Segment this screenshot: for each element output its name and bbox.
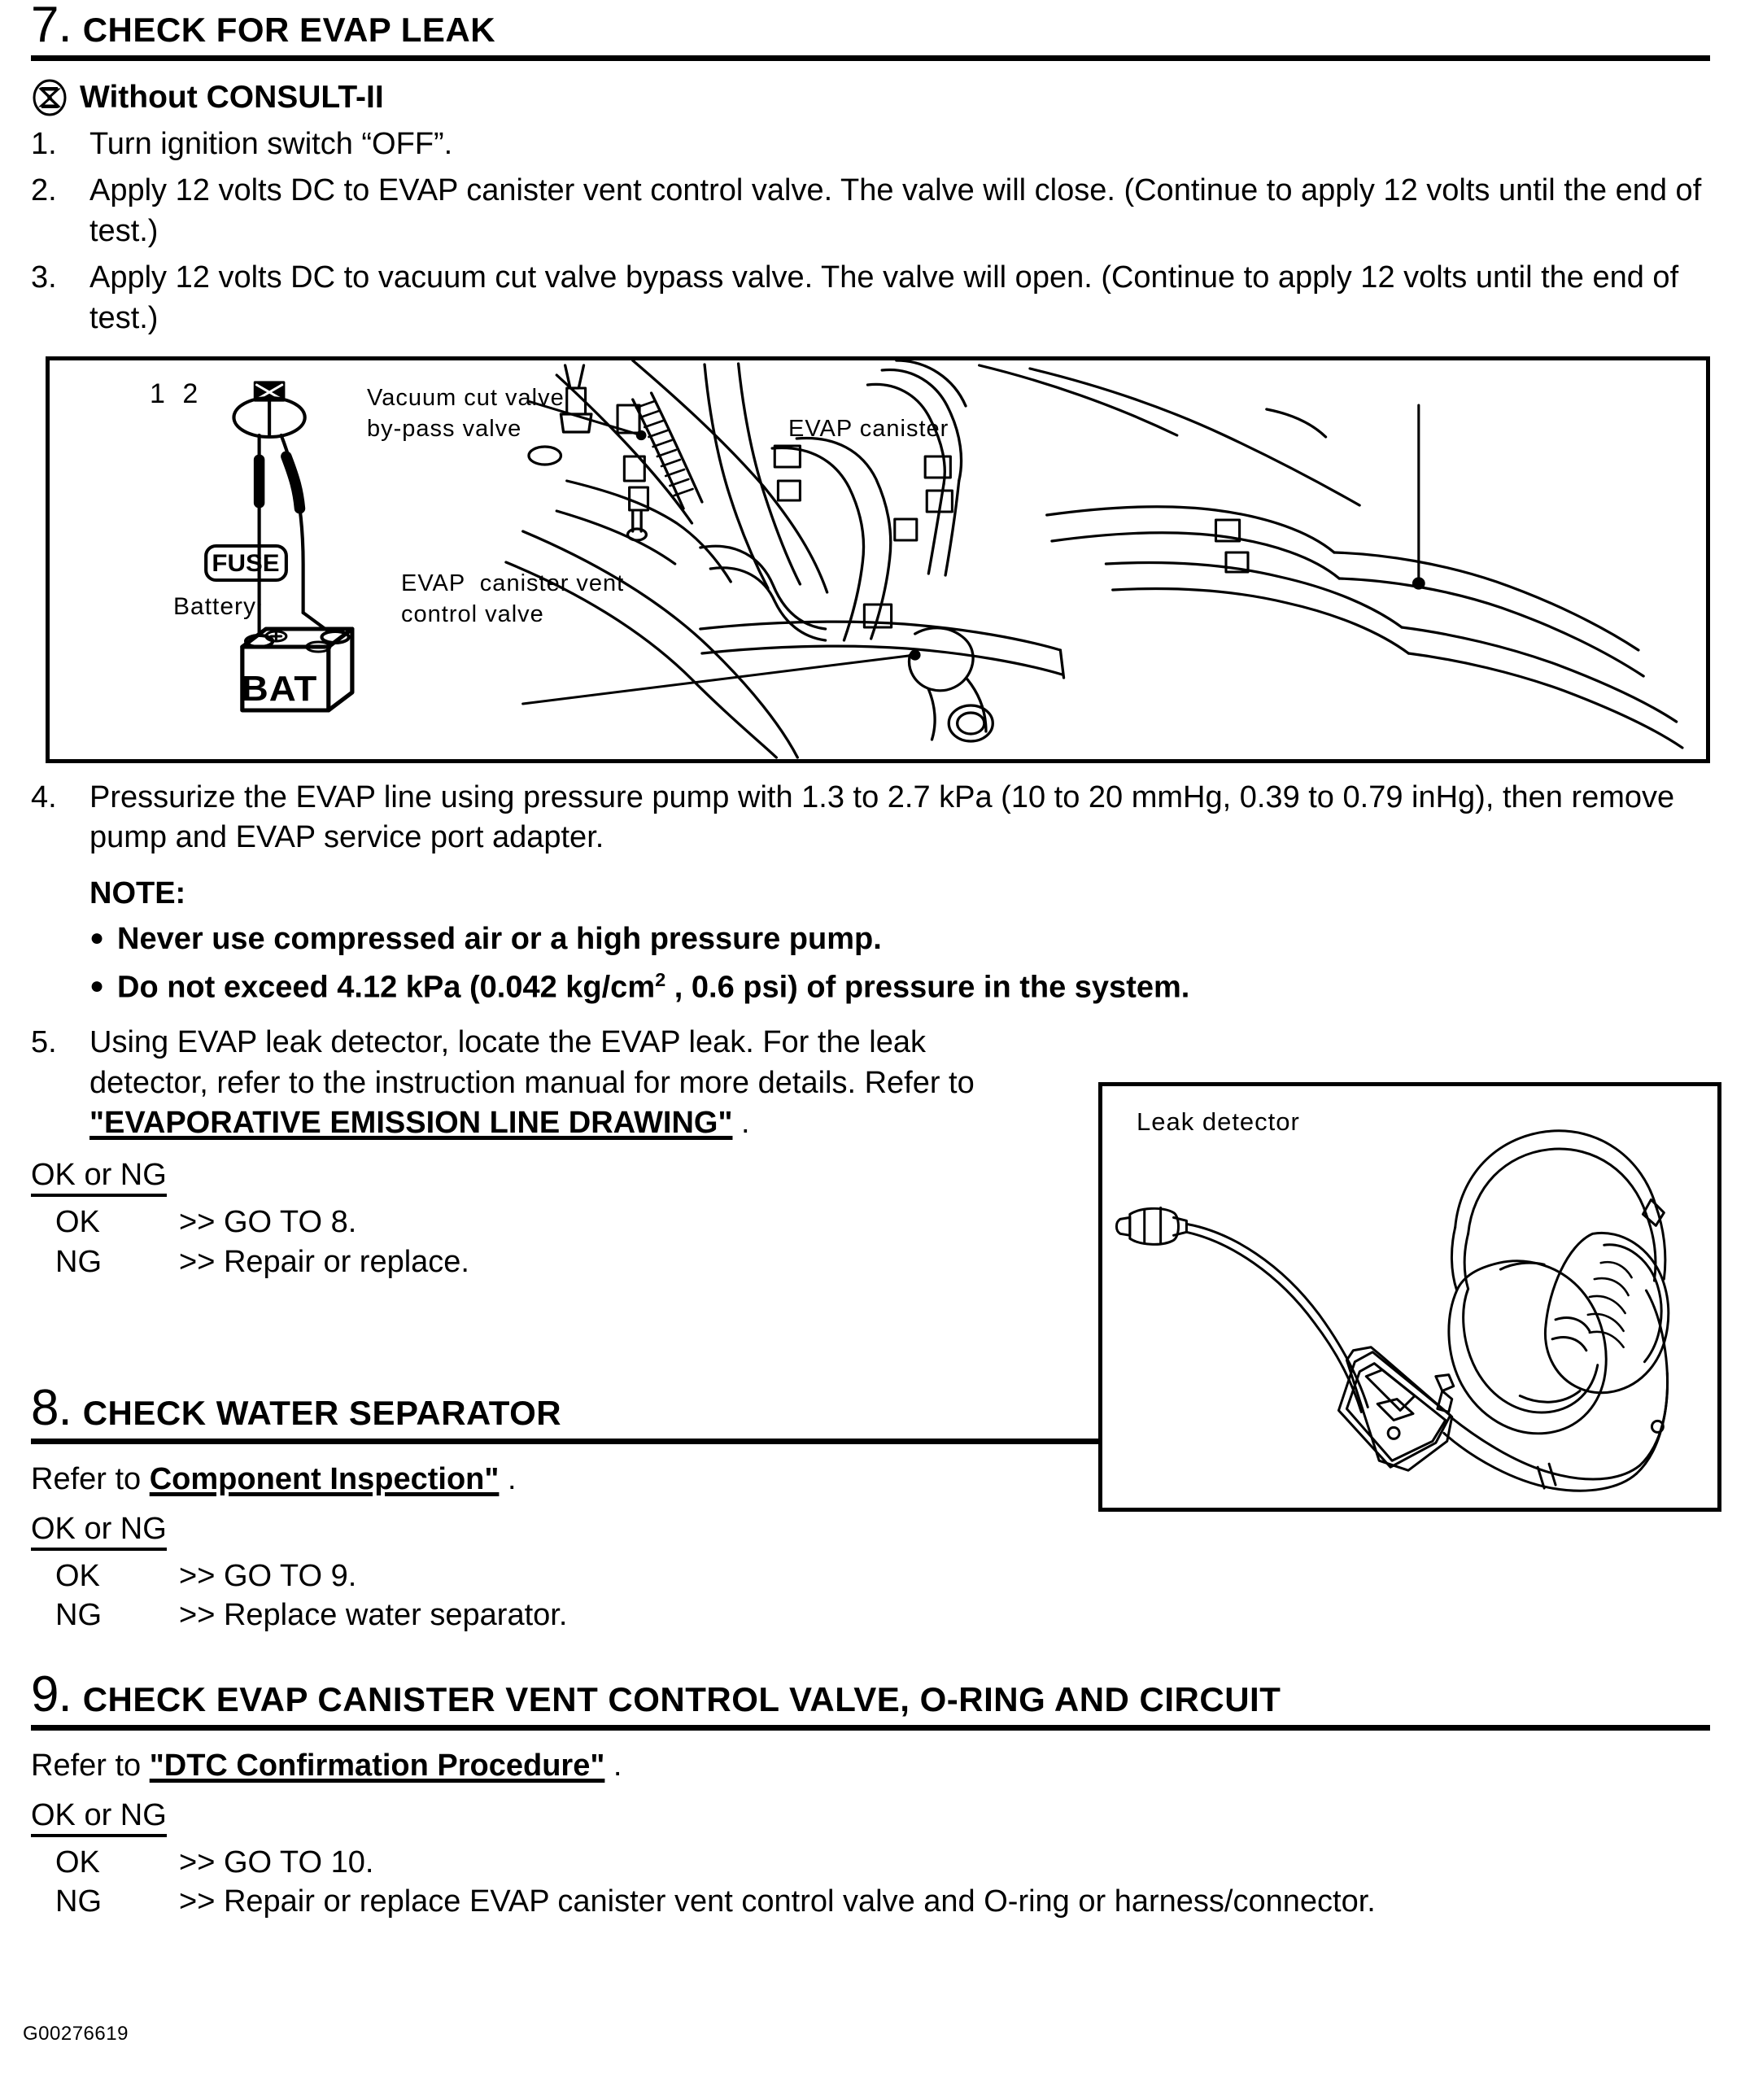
label-battery-caption: Battery	[173, 592, 257, 620]
okng-key: NG	[55, 1244, 102, 1279]
refer-prefix: Refer to	[31, 1461, 150, 1496]
step-number: 5.	[31, 1025, 57, 1060]
step-number: 2.	[31, 173, 57, 208]
okng-key: NG	[55, 1598, 102, 1633]
evap-hookup-figure	[46, 356, 1710, 763]
okng-value: >> GO TO 9.	[179, 1558, 357, 1593]
leak-detector-illustration	[1102, 1086, 1717, 1508]
okng-row	[55, 1596, 1741, 1635]
label-evap-canister: EVAP canister	[788, 415, 949, 442]
step-item	[31, 171, 1741, 251]
okng-row	[55, 1556, 1741, 1596]
section-9-refer-line	[0, 1749, 1741, 1783]
okng-row	[55, 1843, 1741, 1883]
section-9-okng-rows	[0, 1843, 1741, 1922]
okng-value: >> Repair or replace EVAP canister vent control valve and O-ring or harness/connector.	[179, 1884, 1376, 1919]
footer-document-code: G00276619	[23, 2023, 129, 2045]
note-label: NOTE:	[89, 875, 186, 910]
label-vent-control-valve-line2: control valve	[401, 600, 544, 627]
step-text: Turn ignition switch “OFF”.	[89, 127, 453, 161]
svg-text:BAT: BAT	[241, 667, 318, 709]
label-connector-pins: 1 2	[150, 378, 203, 409]
label-vacuum-cut-valve-line2: by-pass valve	[367, 415, 522, 442]
step-item	[31, 258, 1741, 338]
okng-key: NG	[55, 1884, 102, 1919]
okng-key: OK	[55, 1205, 100, 1240]
step-text	[89, 1023, 1066, 1143]
step-number: 3.	[31, 260, 57, 295]
section-7-number: 7.	[31, 0, 72, 53]
refer-suffix: .	[499, 1461, 517, 1496]
dtc-confirmation-procedure-link[interactable]: "DTC Confirmation Procedure"	[149, 1748, 605, 1783]
note-bullet-item	[89, 967, 1741, 1008]
section-8-title: CHECK WATER SEPARATOR	[82, 1393, 562, 1432]
label-vacuum-cut-valve-line1: Vacuum cut valve	[367, 384, 565, 411]
step-text: Pressurize the EVAP line using pressure pump with 1.3 to 2.7 kPa (10 to 20 mmHg, 0.39 to 0.79 inHg), then remove pump and EVAP service port adapter.	[89, 779, 1675, 855]
refer-prefix: Refer to	[31, 1748, 150, 1783]
section-9-header	[0, 1666, 1741, 1722]
step-text: Apply 12 volts DC to EVAP canister vent control valve. The valve will close. (Continue to apply 12 volts until the end of test.)	[89, 173, 1702, 248]
okng-value: >> Repair or replace.	[179, 1244, 469, 1279]
okng-key: OK	[55, 1558, 100, 1593]
step5-text-pre: Using EVAP leak detector, locate the EVAP leak. For the leak detector, refer to the instruction manual for more details. Refer to	[89, 1025, 975, 1100]
label-leak-detector: Leak detector	[1137, 1107, 1300, 1136]
step-item	[31, 1023, 1066, 1143]
section-9-divider	[31, 1725, 1710, 1731]
note-text: Never use compressed air or a high pressure pump.	[117, 921, 882, 956]
section-7-okng-heading: OK or NG	[0, 1158, 167, 1193]
evaporative-emission-line-drawing-link[interactable]: "EVAPORATIVE EMISSION LINE DRAWING"	[89, 1105, 733, 1140]
okng-value: >> Replace water separator.	[179, 1598, 568, 1633]
note-text-post: , 0.6 psi) of pressure in the system.	[665, 970, 1190, 1005]
okng-value: >> GO TO 10.	[179, 1845, 374, 1880]
bullet-icon: ●	[89, 923, 105, 951]
note-text	[117, 967, 1189, 1008]
section-9-number: 9.	[31, 1666, 72, 1722]
step-number: 1.	[31, 127, 57, 161]
okng-row	[55, 1882, 1741, 1922]
section-7-title: CHECK FOR EVAP LEAK	[82, 11, 496, 49]
section-8-okng-heading: OK or NG	[0, 1512, 167, 1547]
section-7-steps	[0, 124, 1741, 338]
section-7-step4	[0, 778, 1741, 858]
section-7-header	[0, 0, 1741, 53]
step-text: Apply 12 volts DC to vacuum cut valve bypass valve. The valve will open. (Continue to apply 12 volts until the end of test.)	[89, 260, 1679, 335]
okng-key: OK	[55, 1845, 100, 1880]
leak-detector-figure	[1098, 1082, 1721, 1512]
note-superscript: 2	[655, 969, 666, 991]
label-vent-control-valve-line1: EVAP canister vent	[401, 570, 625, 596]
bullet-icon: ●	[89, 972, 105, 1000]
step-item	[31, 124, 1741, 164]
section-8-okng-rows	[0, 1556, 1741, 1635]
step5-text-post: .	[732, 1105, 750, 1140]
component-inspection-link[interactable]: Component Inspection"	[149, 1461, 500, 1496]
section-8-number: 8.	[31, 1379, 72, 1436]
without-consult-label: Without CONSULT-II	[80, 80, 384, 115]
step-item	[31, 778, 1741, 858]
refer-suffix: .	[604, 1748, 622, 1783]
note-text-pre: Do not exceed 4.12 kPa (0.042 kg/cm	[117, 970, 656, 1005]
step-number: 4.	[31, 779, 57, 814]
without-consult-subhead	[0, 79, 1741, 116]
section-9-title: CHECK EVAP CANISTER VENT CONTROL VALVE, O-RING AND CIRCUIT	[82, 1679, 1281, 1718]
svg-text:FUSE: FUSE	[212, 549, 280, 577]
note-bullet-item	[89, 919, 1741, 959]
section-7-divider	[31, 55, 1710, 61]
okng-value: >> GO TO 8.	[179, 1205, 357, 1240]
section-9-okng-heading: OK or NG	[0, 1798, 167, 1833]
without-consult-icon	[31, 79, 68, 116]
